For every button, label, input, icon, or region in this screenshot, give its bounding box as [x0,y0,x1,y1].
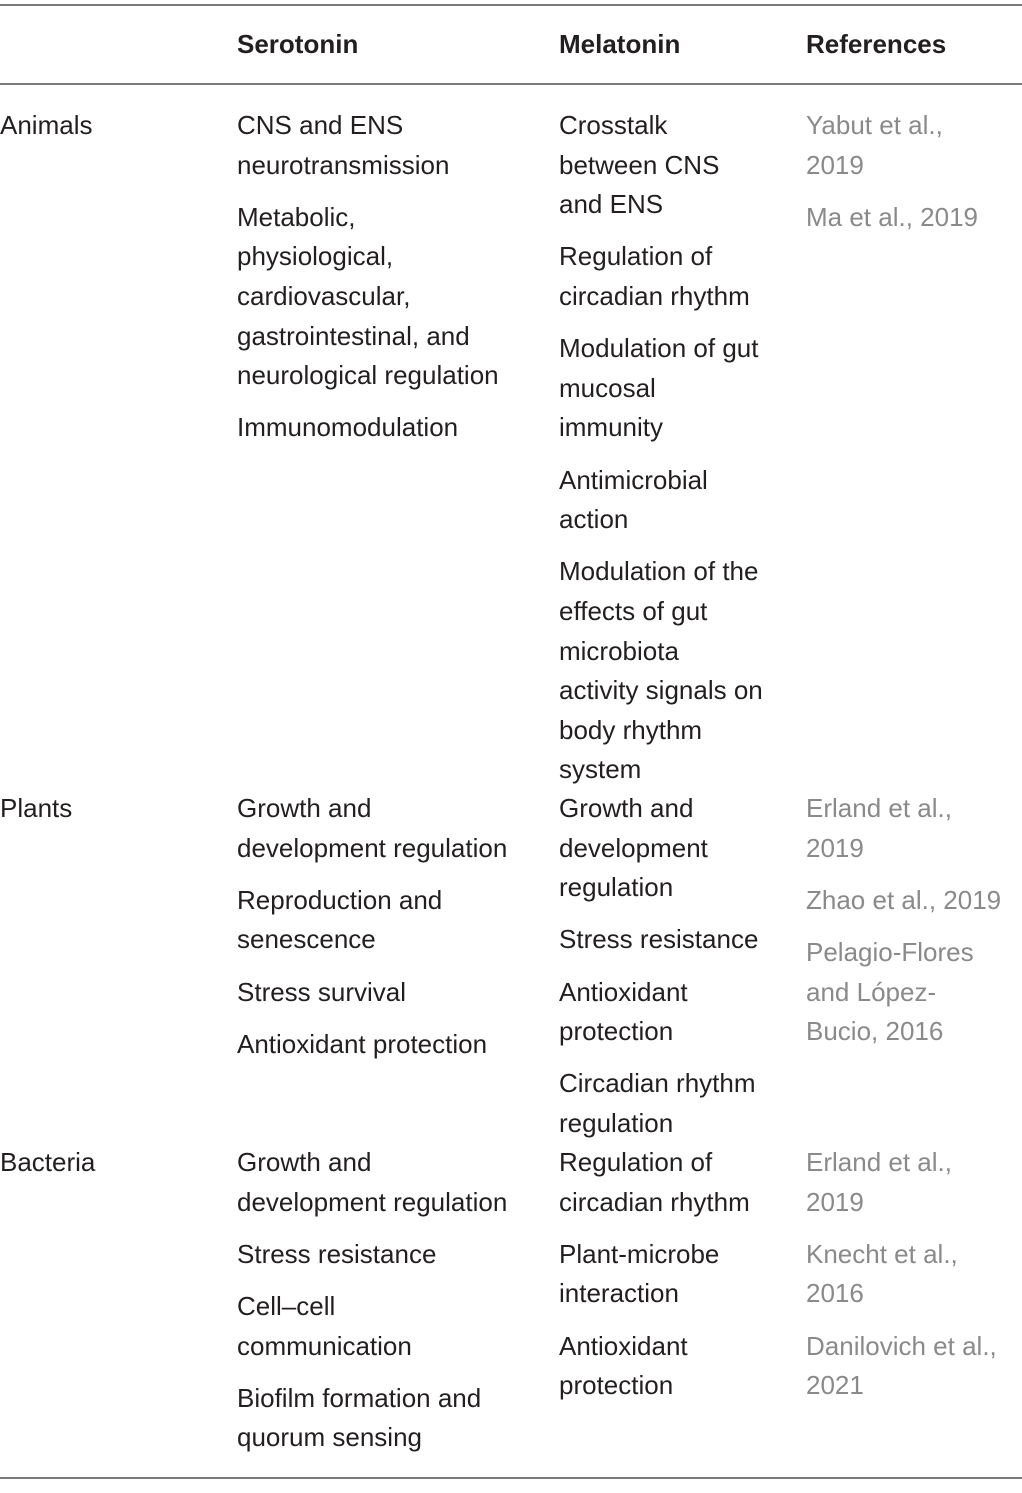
text-line: 2016 [806,1278,864,1309]
text-line: Bucio, 2016 [806,1016,944,1047]
text-line: Antimicrobial [559,464,708,495]
function-item [559,920,799,960]
text-line: quorum sensing [237,1422,422,1453]
text-line: Reproduction and [237,884,443,915]
text-line: protection [559,1370,674,1401]
function-item [237,881,547,960]
text-line: 2019 [806,832,864,863]
text-line: Antioxidant [559,1330,688,1361]
function-item [559,237,799,316]
text-line: Growth and [559,793,694,823]
function-item [237,106,547,185]
text-line: circadian rhythm [559,280,750,311]
reference-item [806,789,1020,868]
text-line: Yabut et al., [806,110,943,140]
references-cell [806,1143,1020,1406]
serotonin-cell [237,1143,547,1458]
reference-item [806,1327,1020,1406]
text-line: Danilovich et al., [806,1330,997,1361]
function-item [237,1235,547,1275]
text-line: Erland et al., [806,1147,952,1177]
melatonin-cell [559,1143,799,1406]
text-line: Plant-microbe [559,1238,720,1269]
header-melatonin: Melatonin [559,29,681,59]
text-line: action [559,504,629,535]
function-item [237,198,547,396]
text-line: Zhao et al., 2019 [806,884,1002,915]
text-line: cardiovascular, [237,280,411,311]
text-line: effects of gut [559,595,708,626]
text-line: circadian rhythm [559,1186,750,1217]
text-line: Regulation of [559,1147,713,1177]
text-line: communication [237,1330,412,1361]
organism-cell: Bacteria [0,1147,96,1177]
function-item [237,789,547,868]
text-line: Circadian rhythm [559,1068,756,1099]
text-line: protection [559,1016,674,1047]
table-bottom-rule [0,1477,1022,1479]
text-line: Modulation of gut [559,333,759,364]
function-item [559,1327,799,1406]
reference-item [806,1235,1020,1314]
reference-item [806,933,1020,1052]
function-item [559,1143,799,1222]
text-line: Metabolic, [237,201,356,232]
reference-item [806,106,1020,185]
text-line: regulation [559,872,674,903]
organism-cell: Plants [0,793,73,823]
text-line: regulation [559,1107,674,1138]
text-line: activity signals on [559,675,763,706]
text-line: development regulation [237,832,508,863]
function-item [237,1379,547,1458]
text-line: immunity [559,412,664,443]
function-item [237,1287,547,1366]
serotonin-cell [237,789,547,1064]
function-item [559,1064,799,1143]
header-serotonin: Serotonin [237,29,359,59]
function-item [559,789,799,908]
references-cell [806,106,1020,237]
text-line: Stress resistance [237,1238,437,1269]
function-item [559,106,799,225]
text-line: between CNS [559,149,720,180]
references-cell [806,789,1020,1052]
text-line: development regulation [237,1186,508,1217]
table-top-rule [0,4,1022,6]
text-line: system [559,754,642,785]
text-line: Growth and [237,793,372,823]
text-line: Immunomodulation [237,412,459,443]
text-line: 2019 [806,149,864,180]
text-line: Ma et al., 2019 [806,201,978,232]
text-line: senescence [237,924,376,955]
function-item [237,408,547,448]
reference-item [806,1143,1020,1222]
text-line: Antioxidant [559,976,688,1007]
melatonin-cell [559,789,799,1144]
text-line: Antioxidant protection [237,1028,488,1059]
serotonin-cell [237,106,547,448]
function-item [559,329,799,448]
text-line: and ENS [559,189,664,220]
text-line: Pelagio-Flores [806,936,974,967]
organism-cell: Animals [0,110,93,140]
function-item [237,973,547,1013]
text-line: Modulation of the [559,556,759,587]
function-item [559,552,799,790]
text-line: 2021 [806,1370,864,1401]
text-line: Biofilm formation and [237,1382,482,1413]
text-line: gastrointestinal, and [237,320,470,351]
text-line: neurological regulation [237,360,499,391]
text-line: microbiota [559,635,679,666]
function-item [559,461,799,540]
text-line: neurotransmission [237,149,450,180]
function-item [237,1143,547,1222]
text-line: and López- [806,976,937,1007]
text-line: Crosstalk [559,110,668,140]
text-line: mucosal [559,372,656,403]
text-line: interaction [559,1278,679,1309]
text-line: Regulation of [559,241,713,272]
text-line: Growth and [237,1147,372,1177]
text-line: Cell–cell [237,1290,336,1321]
table-header-rule [0,83,1022,85]
header-references: References [806,29,947,59]
text-line: Erland et al., [806,793,952,823]
text-line: Stress survival [237,976,407,1007]
text-line: 2019 [806,1186,864,1217]
text-line: body rhythm [559,714,703,745]
function-item [237,1025,547,1065]
function-item [559,973,799,1052]
text-line: physiological, [237,241,394,272]
table-header-row [0,22,1022,66]
reference-item [806,881,1020,921]
text-line: Stress resistance [559,924,759,955]
text-line: development [559,832,708,863]
reference-item [806,198,1020,238]
text-line: Knecht et al., [806,1238,958,1269]
melatonin-cell [559,106,799,790]
function-item [559,1235,799,1314]
text-line: CNS and ENS [237,110,404,140]
